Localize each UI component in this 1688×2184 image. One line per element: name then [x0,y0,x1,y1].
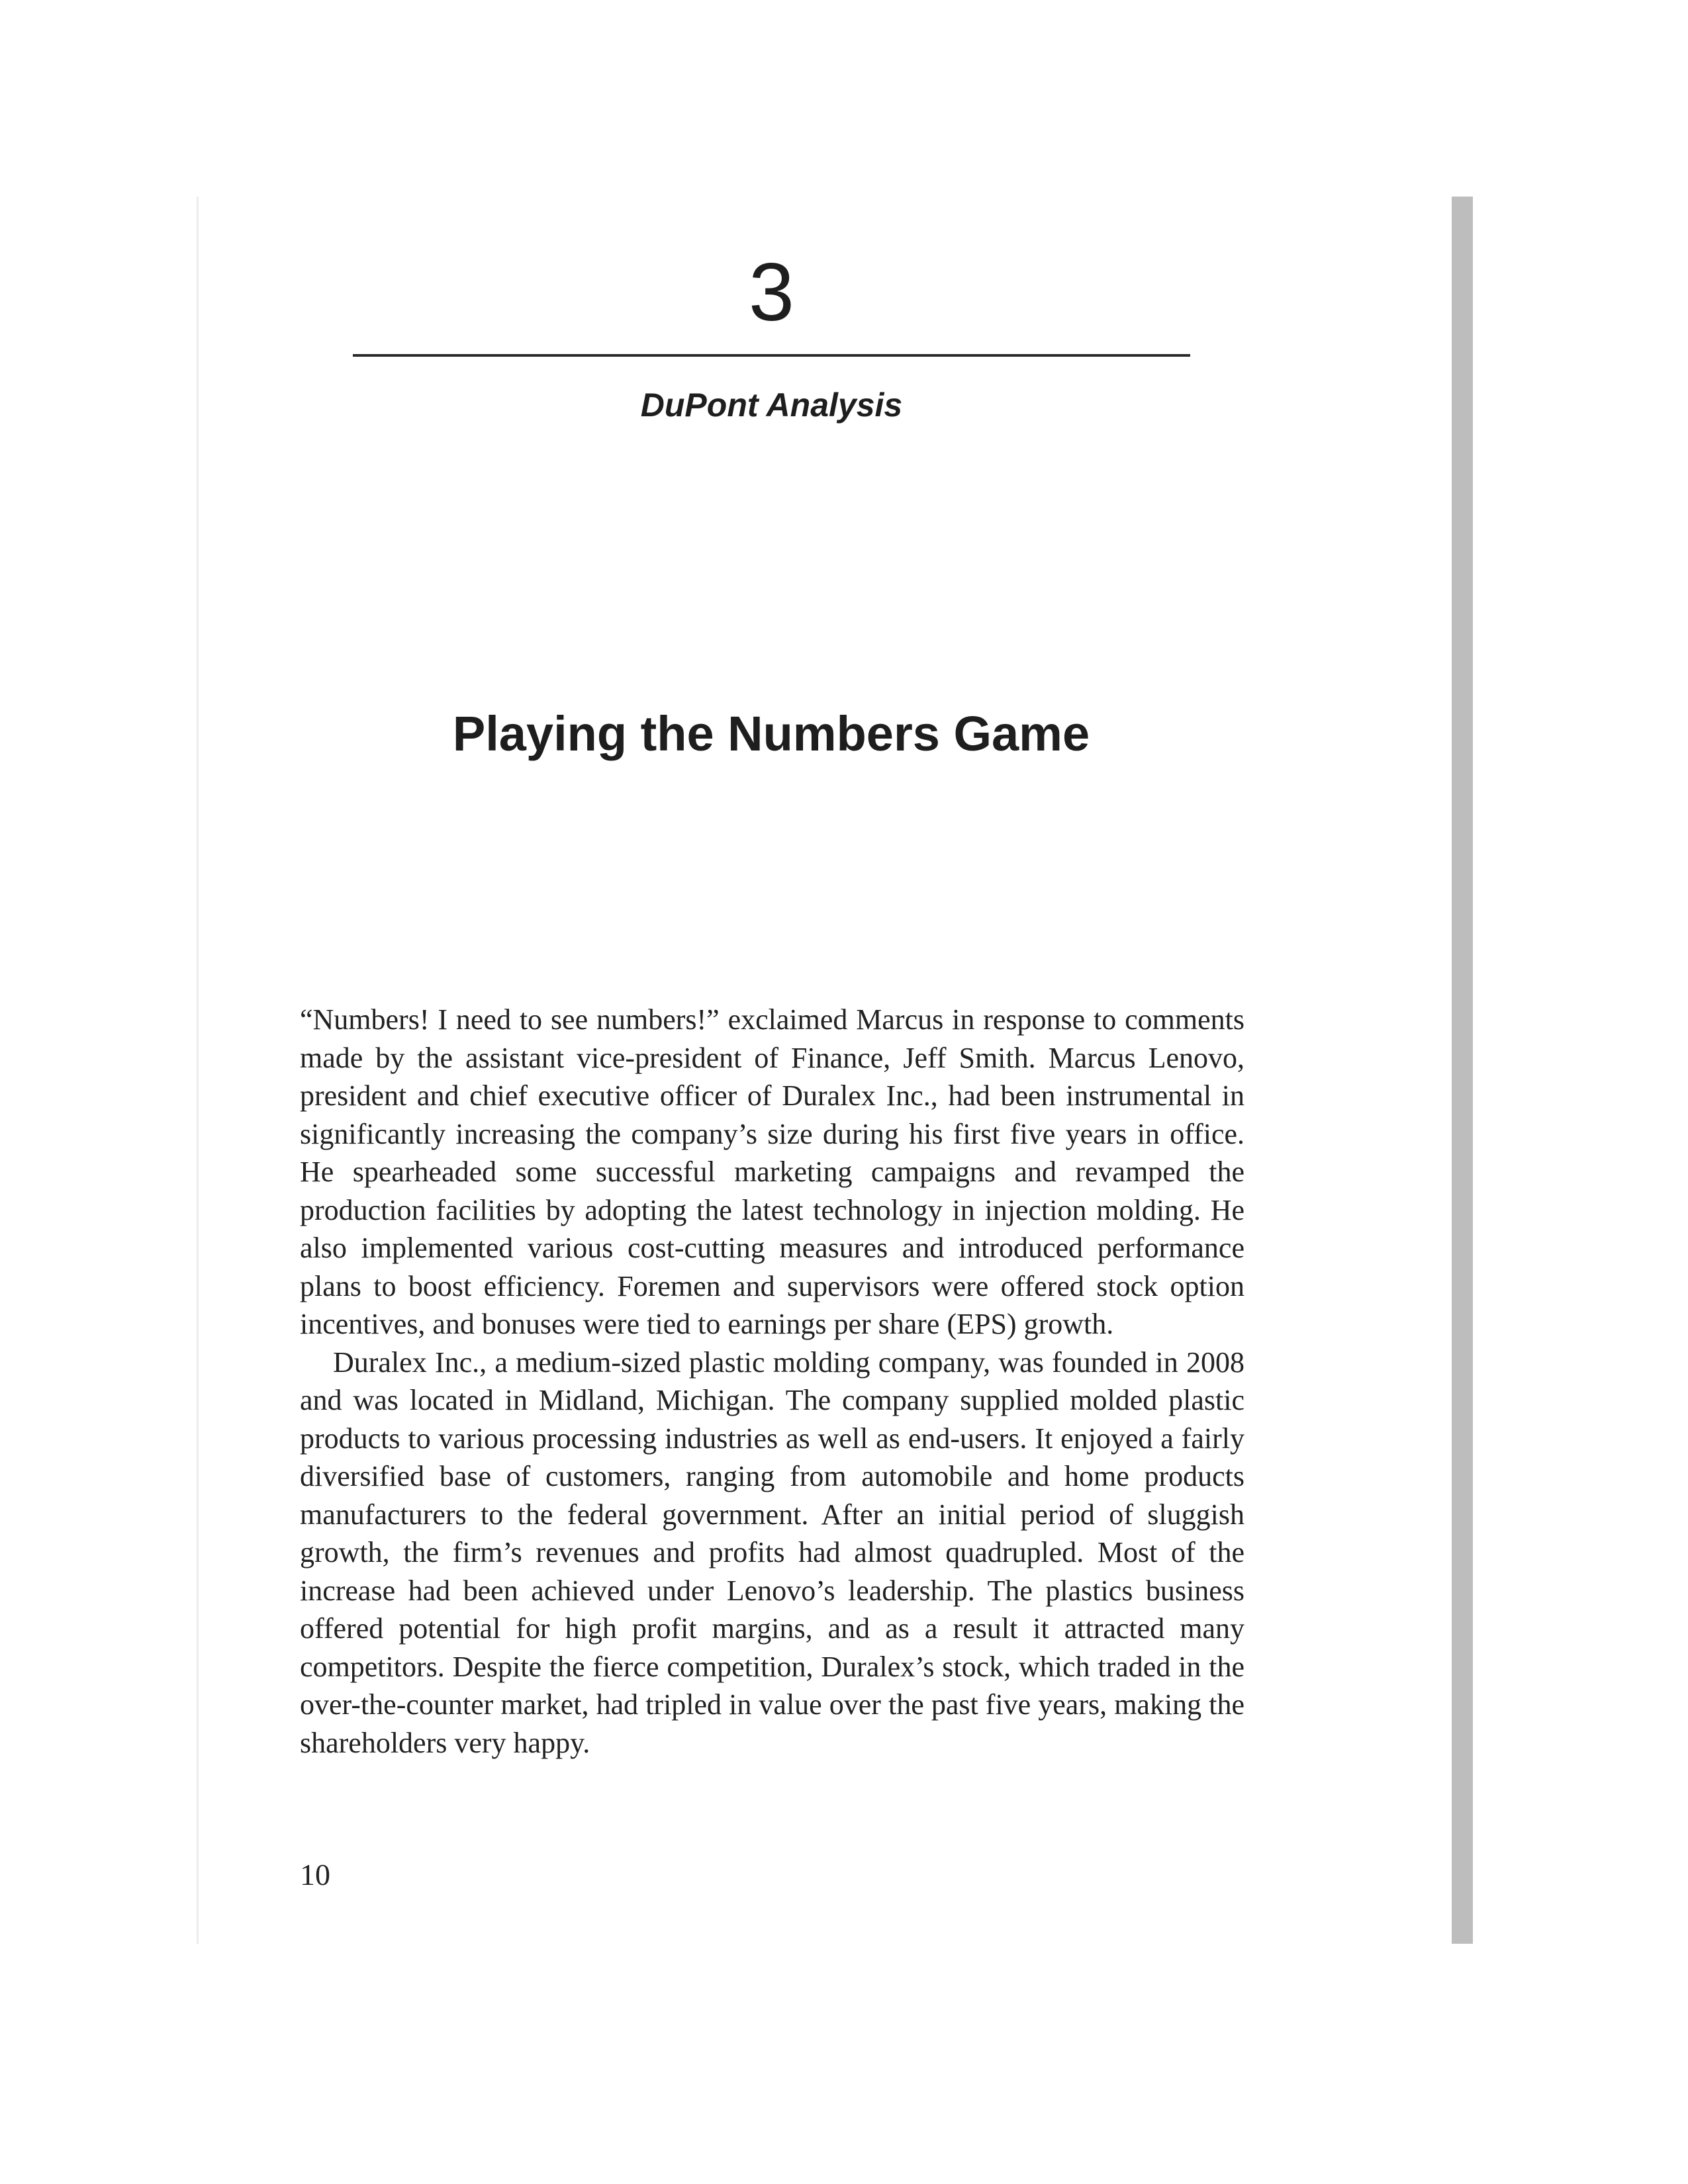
page-number: 10 [300,1858,330,1891]
paragraph-1: “Numbers! I need to see numbers!” exclaimed Marcus in response to comments made by the assistant vice-president of Finance, Jeff Smith. Marcus Lenovo, president and chief executive officer of Duralex Inc., had been instrumental in significantly increasing the company’s size during his first five years in office. He spearheaded some successful marketing campaigns and revamped the production facilities by adopting the latest technology in injection molding. He also implemented various cost-cutting measures and introduced performance plans to boost efficiency. Foremen and supervisors were offered stock option incentives, and bonuses were tied to earnings per share (EPS) growth. [300,1003,1244,1340]
body-text [300,1001,1244,1762]
page-edge-right [1452,197,1473,1944]
page-edge-left [197,197,199,1944]
section-title: Playing the Numbers Game [452,706,1090,761]
chapter-number: 3 [749,247,794,338]
chapter-rule [353,354,1190,357]
paragraph-2: Duralex Inc., a medium-sized plastic molding company, was founded in 2008 and was located in Midland, Michigan. The company supplied molded plastic products to various processing industries as well as end-users. It enjoyed a fairly diversified base of customers, ranging from automobile and home products manufacturers to the federal government. After an initial period of sluggish growth, the firm’s revenues and profits had almost quadrupled. Most of the increase had been achieved under Lenovo’s leadership. The plastics business offered potential for high profit margins, and as a result it attracted many competitors. Despite the fierce competition, Duralex’s stock, which traded in the over-the-counter market, had tripled in value over the past five years, making the shareholders very happy. [300,1345,1244,1759]
chapter-subtitle: DuPont Analysis [640,387,903,424]
